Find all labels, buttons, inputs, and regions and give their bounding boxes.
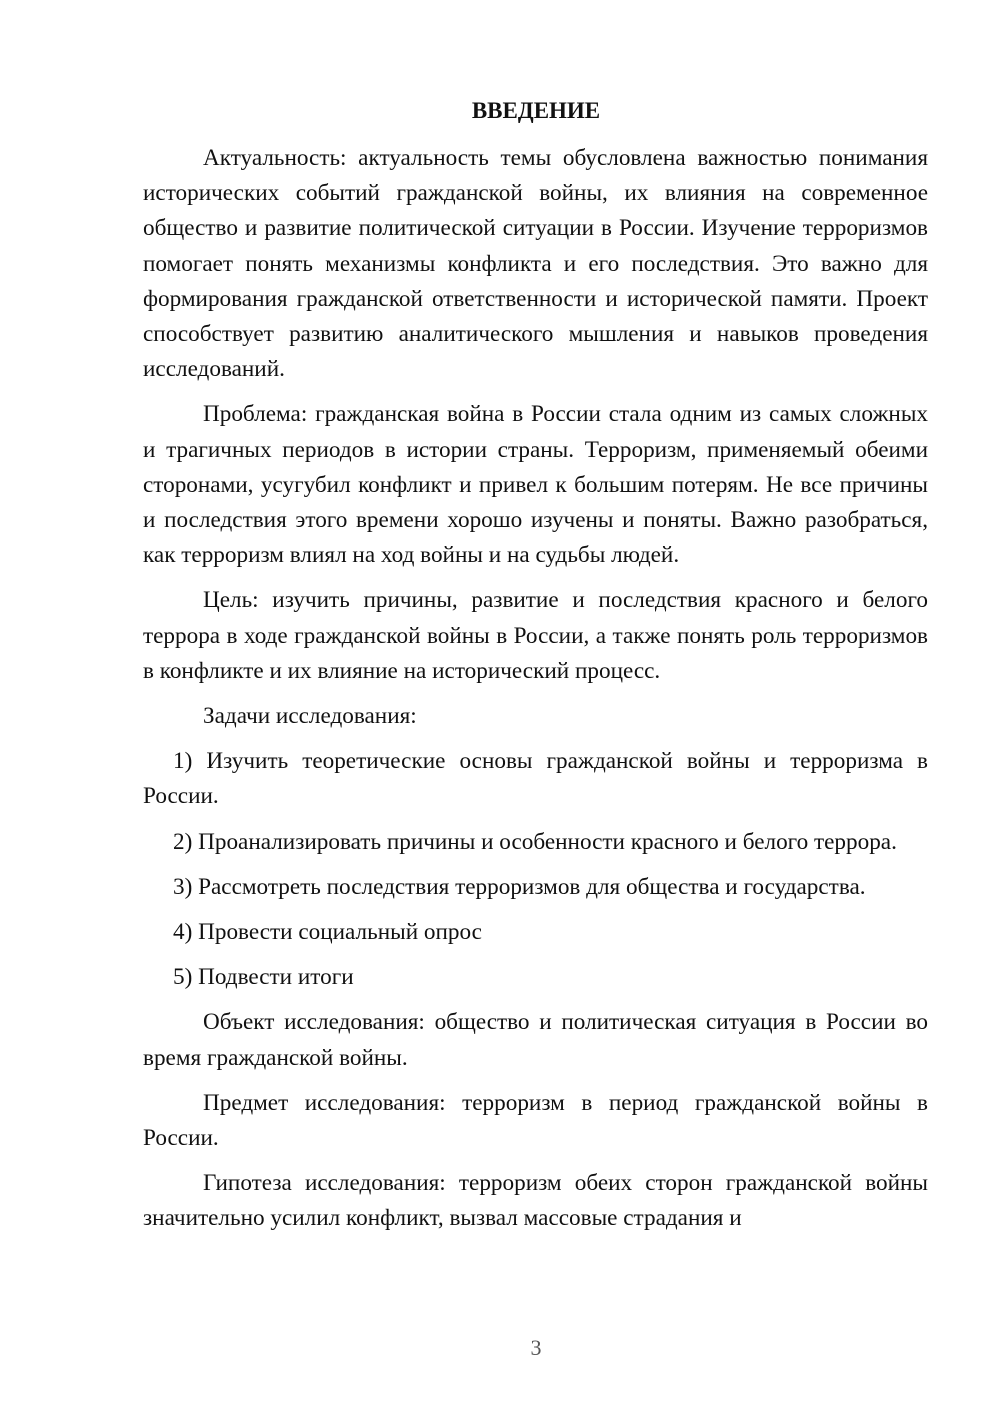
tasks-heading: Задачи исследования: bbox=[203, 703, 417, 730]
task-item-1: 1) Изучить теоретические основы гражданской войны и терроризма в России. bbox=[143, 748, 928, 810]
hypothesis-paragraph: Гипотеза исследования: терроризм обеих сторон гражданской войны значительно усилил конфликт, вызвал массовые страдания и bbox=[143, 1170, 928, 1232]
task-item-4: 4) Провести социальный опрос bbox=[173, 919, 482, 946]
task-item-3: 3) Рассмотреть последствия терроризмов для общества и государства. bbox=[173, 873, 866, 900]
subject-paragraph: Предмет исследования: терроризм в период гражданской войны в России. bbox=[143, 1089, 928, 1152]
document-body bbox=[143, 141, 928, 1247]
task-item-2: 2) Проанализировать причины и особенности красного и белого террора. bbox=[173, 828, 897, 855]
goal-paragraph: Цель: изучить причины, развитие и последствия красного и белого террора в ходе гражданской войны в России, а также понять роль терроризмов в конфликте и их влияние на исторический процесс. bbox=[143, 587, 928, 684]
object-paragraph: Объект исследования: общество и политическая ситуация в России во время гражданской войны. bbox=[143, 1009, 928, 1071]
page-title: ВВЕДЕНИЕ bbox=[471, 98, 601, 123]
problem-paragraph: Проблема: гражданская война в России стала одним из самых сложных и трагичных периодов в истории страны. Терроризм, применяемый обеими сторонами, усугубил конфликт и привел к большим потерям. Не все причины и последствия этого времени хорошо изучены и поняты. Важно разобраться, как терроризм влиял на ход войны и на судьбы людей. bbox=[143, 401, 928, 569]
relevance-paragraph: Актуальность: актуальность темы обусловлена важностью понимания исторических событий гражданской войны, их влияния на современное общество и развитие политической ситуации в России. Изучение терроризмов помогает понять механизмы конфликта и его последствия. Это важно для формирования гражданской ответственности и исторической памяти. Проект способствует развитию аналитического мышления и навыков проведения исследований. bbox=[143, 145, 928, 383]
page-number: 3 bbox=[530, 1335, 542, 1360]
task-item-5: 5) Подвести итоги bbox=[173, 964, 354, 991]
